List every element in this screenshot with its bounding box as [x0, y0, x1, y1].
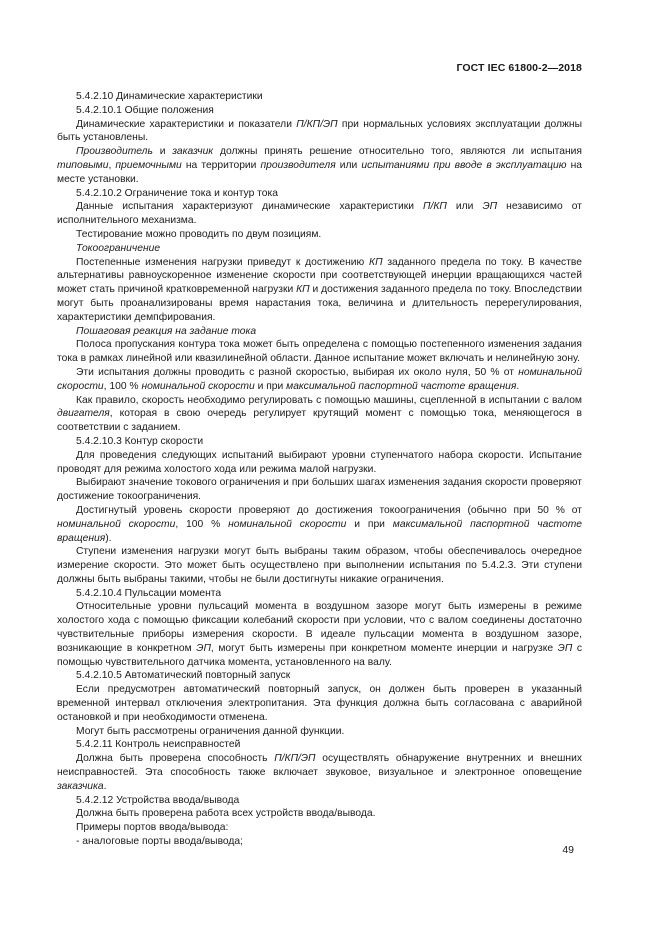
italic-term: испытаниями при вводе в эксплуатацию [361, 159, 567, 171]
text-run: , 100 % [103, 380, 142, 392]
text-run: Постепенные изменения нагрузки приведут к достижению [76, 256, 370, 268]
text-run: 5.4.2.10.4 Пульсации момента [76, 587, 222, 599]
text-run: Если предусмотрен автоматический повторный запуск, он должен быть проверен в указанный временной интервал отключения электропитания. Эта функция должна быть согласована с аварийной остановкой и при необходимости отменена. [57, 684, 582, 723]
paragraph [57, 366, 582, 394]
italic-term: максимальной паспортной частоте вращения [286, 380, 517, 392]
text-run: Ступени изменения нагрузки могут быть выбраны таким образом, чтобы обеспечивалось очередное измерение скорости. Это может быть осуществлено при выполнении испытания по 5.4.2.3. Эти ступени должны быть выбраны такими, чтобы не были достигнуты никакие ограничения. [57, 546, 582, 585]
text-run: на территории [181, 159, 261, 171]
text-run: Динамические характеристики и показатели [76, 118, 297, 130]
italic-term: КП [296, 284, 310, 296]
paragraph [57, 90, 582, 104]
italic-term: номинальной скорости [57, 366, 582, 392]
paragraph [57, 200, 582, 228]
paragraph [57, 504, 582, 545]
italic-term: ЭП [196, 642, 211, 654]
text-run: должны принять решение относительно того, являются ли испытания [213, 146, 582, 158]
page-number: 49 [562, 844, 574, 856]
italic-term: ЭП [557, 642, 573, 654]
paragraph [57, 145, 582, 186]
text-run: 5.4.2.10.1 Общие положения [76, 104, 214, 116]
paragraph [57, 187, 582, 201]
text-run: и при [346, 518, 393, 530]
paragraph [57, 725, 582, 739]
text-run: 5.4.2.11 Контроль неисправностей [76, 739, 241, 751]
paragraph [57, 338, 582, 366]
text-run: Для проведения следующих испытаний выбирают уровни ступенчатого набора скорости. Испытание проводят для режима холостого хода или режима малой нагрузки. [57, 449, 582, 475]
text-run: . [103, 780, 107, 792]
text-run: Эти испытания должны проводить с разной скоростью, выбирая их около нуля, 50 % от [76, 366, 519, 378]
italic-term: П/КП/ЭП [296, 118, 338, 130]
paragraph [57, 394, 582, 435]
text-run: . [516, 380, 520, 392]
italic-term: номинальной скорости [228, 518, 347, 530]
text-run: Как правило, скорость необходимо регулировать с помощью машины, сцепленной в испытании с валом [76, 394, 582, 406]
text-run: на месте установки. [57, 159, 582, 185]
text-run: Данные испытания характеризуют динамические характеристики [76, 201, 424, 213]
paragraph [57, 435, 582, 449]
italic-term: максимальной паспортной частоте вращения [57, 518, 582, 544]
italic-term: номинальной скорости [141, 380, 255, 392]
text-run: 5.4.2.10.3 Контур скорости [76, 435, 204, 447]
paragraph [57, 600, 582, 669]
paragraph [57, 104, 582, 118]
paragraph [57, 738, 582, 752]
text-run: заданного предела по току. В качестве альтернативы равноускоренное изменение скорости при соответствующей инерции вращающихся частей может стать причиной кратковременной нагрузки [57, 256, 582, 296]
paragraph [57, 256, 582, 325]
paragraph [57, 669, 582, 683]
text-run: независимо от исполнительного механизма. [57, 201, 582, 227]
text-run: осуществлять обнаружение внутренних и внешних неисправностей. Эта способность также включает звуковое, визуальное и электронное оповещение [57, 753, 582, 779]
paragraph [57, 228, 582, 242]
text-run: и [152, 146, 173, 158]
italic-term: производителя [260, 159, 336, 171]
italic-term: ЭП [482, 201, 498, 213]
paragraph [57, 118, 582, 146]
text-run: и достижения заданного предела по току. Впоследствии могут быть проанализированы время нарастания тока, величина и длительность перерегулирования, характеристики демпфирования. [57, 284, 582, 323]
paragraph [57, 683, 582, 724]
text-run: , которая в свою очередь регулирует крутящий момент с помощью тока, меняющегося в соответствии с заданием. [57, 408, 582, 434]
text-run: 5.4.2.10.2 Ограничение тока и контур тока [76, 187, 278, 199]
text-run: Могут быть рассмотрены ограничения данной функции. [76, 725, 345, 737]
text-run: и при [254, 380, 287, 392]
document-header: ГОСТ IEC 61800-2—2018 [456, 62, 582, 74]
text-run: , [108, 159, 116, 171]
text-run: Должна быть проверена работа всех устройств ввода/вывода. [76, 808, 376, 820]
italic-term: Производитель [76, 146, 153, 158]
text-run: 5.4.2.12 Устройства ввода/вывода [76, 794, 240, 806]
text-run: Относительные уровни пульсаций момента в воздушном зазоре могут быть измерены в режиме холостого хода с помощью фиксации колебаний скорости при условии, что с валом соединены достаточно чувствительные приборы измерения скорости. В идеале пульсации момента в воздушном зазоре, возникающие в конкретном [57, 601, 582, 654]
italic-term: Пошаговая реакция на задание тока [76, 325, 257, 337]
italic-term: заказчика [57, 780, 104, 792]
text-run: ). [105, 532, 112, 544]
italic-term: приемочными [115, 159, 182, 171]
italic-term: двигателя [57, 408, 110, 420]
italic-term: типовыми [57, 159, 109, 171]
text-run: 5.4.2.10 Динамические характеристики [76, 91, 263, 102]
text-run: при нормальных условиях эксплуатации должны быть установлены. [57, 118, 582, 144]
paragraph [57, 752, 582, 793]
paragraph [57, 835, 582, 849]
italic-term: Токоограничение [76, 242, 161, 254]
text-run: Полоса пропускания контура тока может быть определена с помощью постепенного изменения задания тока в рамках линейной или квазилинейной области. Данное испытание может включать и нелинейную зону. [57, 339, 582, 365]
text-run: или [335, 159, 362, 171]
document-body [57, 90, 582, 849]
paragraph [57, 449, 582, 477]
text-run: , могут быть измерены при конкретном моменте инерции и нагрузке [210, 642, 558, 654]
italic-term: КП [369, 256, 383, 268]
text-run: Должна быть проверена способность [76, 753, 275, 765]
italic-term: заказчик [172, 146, 214, 158]
paragraph [57, 325, 582, 339]
italic-term: П/КП/ЭП [274, 753, 316, 765]
text-run: с помощью чувствительного датчика момента, установленного на валу. [57, 642, 582, 668]
text-run: Тестирование можно проводить по двум позициям. [76, 228, 322, 240]
paragraph [57, 821, 582, 835]
text-run: или [446, 201, 483, 213]
text-run: Выбирают значение токового ограничения и при больших шагах изменения задания скорости проверяют достижение токоограничения. [57, 477, 582, 503]
text-run: Достигнутый уровень скорости проверяют до достижения токоограничения (обычно при 50 % от [76, 504, 582, 516]
text-run: , 100 % [175, 518, 229, 530]
text-run: - аналоговые порты ввода/вывода; [76, 836, 244, 848]
paragraph [57, 587, 582, 601]
text-run: 5.4.2.10.5 Автоматический повторный запуск [76, 670, 291, 682]
paragraph [57, 242, 582, 256]
text-run: Примеры портов ввода/вывода: [76, 822, 229, 834]
italic-term: номинальной скорости [57, 518, 176, 530]
paragraph [57, 545, 582, 586]
paragraph [57, 476, 582, 504]
italic-term: П/КП [423, 201, 447, 213]
paragraph [57, 807, 582, 821]
paragraph [57, 794, 582, 808]
